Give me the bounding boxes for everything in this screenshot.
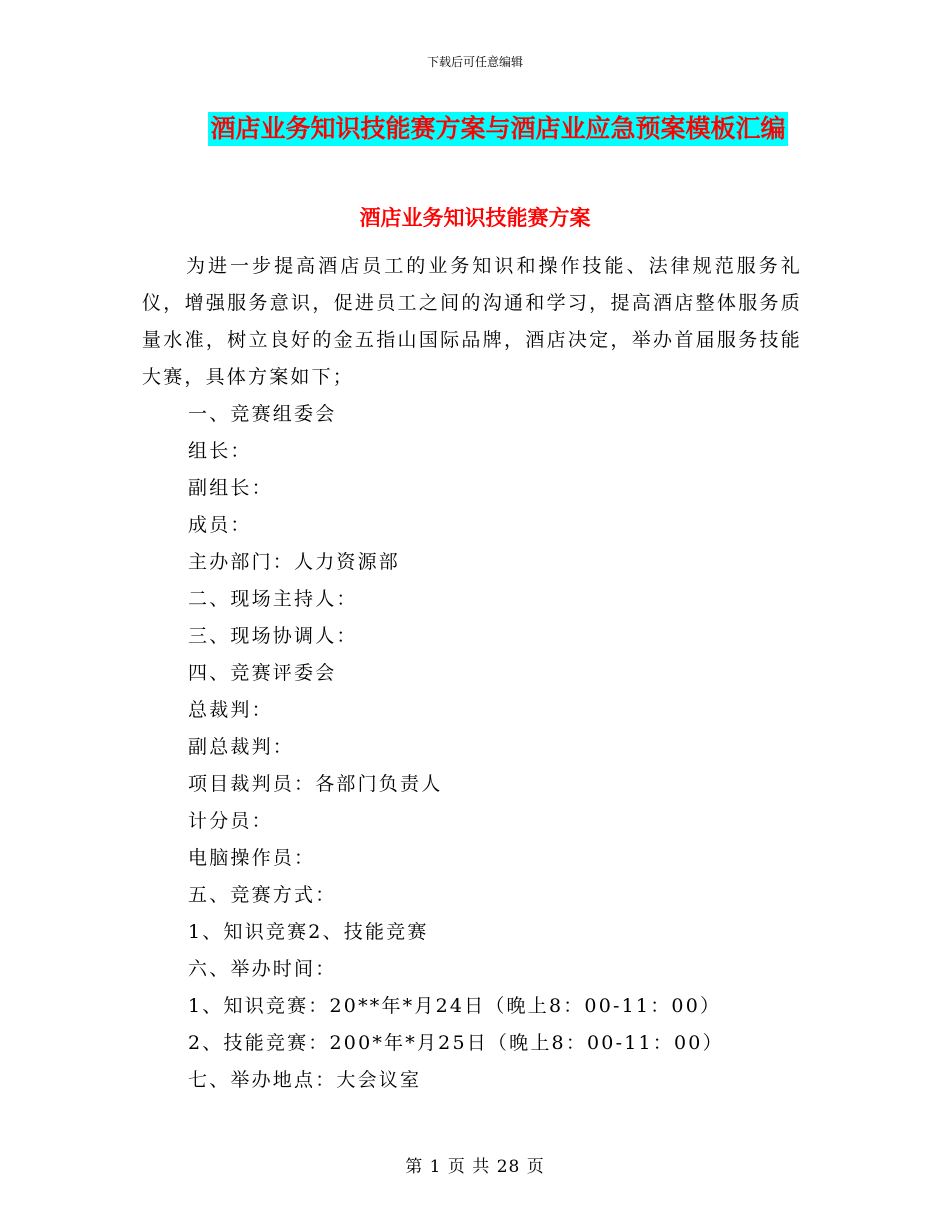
main-title-container (0, 112, 950, 146)
body-line: 副组长： (188, 477, 273, 499)
page-header-note: 下载后可任意编辑 (426, 55, 523, 69)
intro-paragraph: 为进一步提高酒店员工的业务知识和操作技能、法律规范服务礼仪，增强服务意识，促进员工之间的沟通和学习，提高酒店整体服务质量水准，树立良好的金五指山国际品牌，酒店决定，举办首届服务技能大赛，具体方案如下； (142, 255, 802, 388)
page-footer: 第 1 页 共 28 页 (405, 1157, 545, 1177)
document-body (142, 248, 802, 1099)
body-line: 总裁判： (188, 699, 273, 721)
body-line: 组长： (188, 440, 252, 462)
body-line: 副总裁判： (188, 736, 295, 758)
body-line: 电脑操作员： (188, 847, 316, 869)
body-line: 成员： (188, 514, 252, 536)
body-line: 主办部门：人力资源部 (188, 551, 401, 573)
body-line: 计分员： (188, 810, 273, 832)
body-line: 六、举办时间： (188, 958, 337, 980)
body-line: 四、竞赛评委会 (188, 662, 337, 684)
body-line: 项目裁判员：各部门负责人 (188, 773, 443, 795)
body-line: 1、知识竞赛2、技能竞赛 (188, 921, 429, 943)
section-title: 酒店业务知识技能赛方案 (359, 205, 591, 230)
body-line: 2、技能竞赛：200*年*月25日（晚上8：00-11：00） (188, 1032, 724, 1054)
body-line: 七、举办地点：大会议室 (188, 1069, 422, 1091)
body-line: 二、现场主持人： (188, 588, 358, 610)
body-line: 三、现场协调人： (188, 625, 358, 647)
body-line: 1、知识竞赛：20**年*月24日（晚上8：00-11：00） (188, 995, 722, 1017)
main-title: 酒店业务知识技能赛方案与酒店业应急预案模板汇编 (208, 112, 787, 146)
body-line: 五、竞赛方式： (188, 884, 337, 906)
body-line: 一、竞赛组委会 (188, 403, 337, 425)
